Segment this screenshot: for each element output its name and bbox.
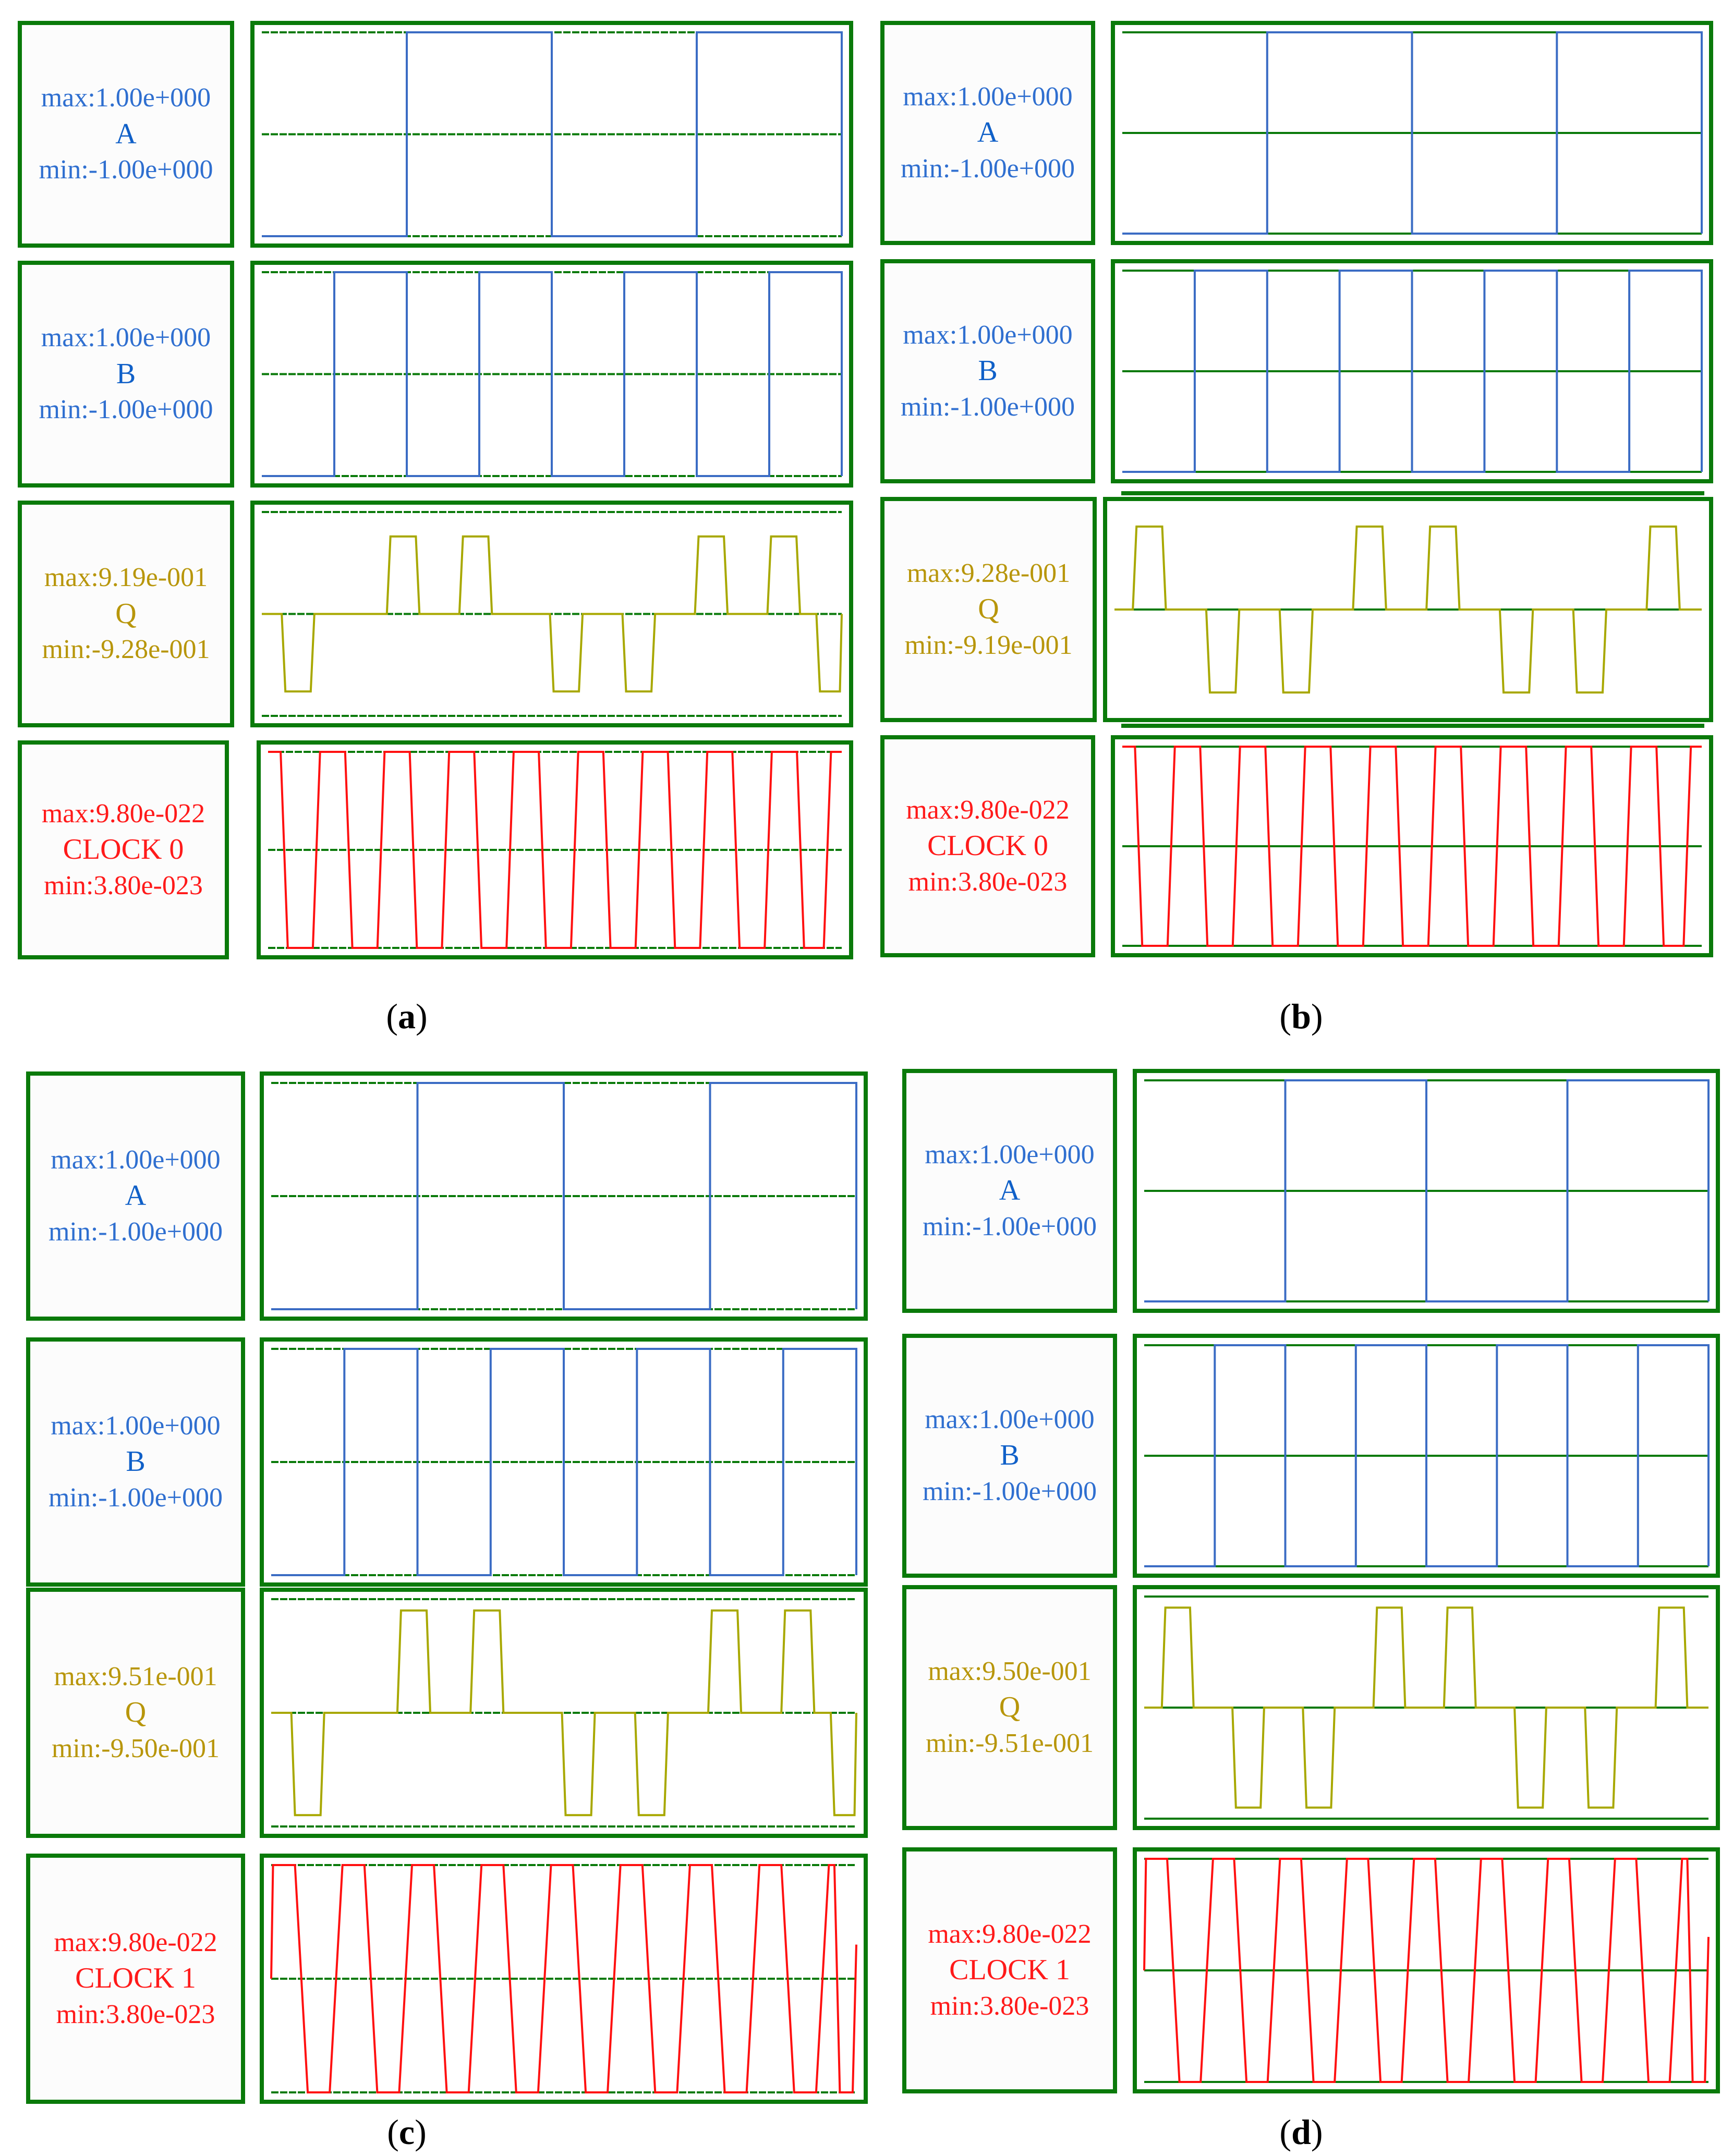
min-label: min:-1.00e+000 [922, 1211, 1097, 1241]
waveform-Q [1137, 1589, 1716, 1826]
label-box-B [902, 1334, 1117, 1578]
signal-name: Q [978, 593, 999, 626]
min-label: min:-9.28e-001 [42, 635, 210, 665]
label-box-Q [902, 1585, 1117, 1830]
max-label: max:1.00e+000 [903, 81, 1073, 112]
min-label: min:-9.51e-001 [925, 1728, 1094, 1758]
min-label: min:-1.00e+000 [900, 153, 1075, 184]
plot-B [250, 261, 853, 488]
max-label: max:1.00e+000 [903, 320, 1073, 350]
plot-CLOCK [260, 1854, 868, 2104]
label-box-A [26, 1071, 245, 1321]
min-label: min:3.80e-023 [56, 1999, 215, 2029]
label-box-Q [26, 1588, 245, 1838]
max-label: max:1.00e+000 [925, 1139, 1095, 1170]
panel-b [866, 0, 1733, 1038]
waveform-B [1137, 1338, 1716, 1574]
waveform-Q [1107, 501, 1709, 718]
waveform-B [255, 265, 849, 483]
plot-A [250, 21, 853, 248]
waveform-Q [255, 505, 849, 723]
label-box-A [880, 21, 1095, 245]
waveform-A [1137, 1073, 1716, 1309]
waveform-CLOCK [261, 745, 849, 955]
max-label: max:1.00e+000 [51, 1144, 221, 1175]
signal-name: CLOCK 1 [949, 1954, 1070, 1987]
min-label: min:-1.00e+000 [900, 392, 1075, 422]
min-label: min:-1.00e+000 [48, 1216, 223, 1247]
max-label: max:9.19e-001 [44, 563, 208, 593]
min-label: min:3.80e-023 [930, 1991, 1089, 2021]
label-box-B [880, 259, 1095, 483]
plot-CLOCK [1111, 735, 1713, 957]
signal-name: CLOCK 0 [63, 833, 184, 866]
plot-Q [1103, 497, 1713, 722]
waveform-A [1115, 25, 1709, 241]
max-label: max:9.51e-001 [54, 1661, 217, 1691]
plot-Q [250, 501, 853, 727]
plot-CLOCK [1133, 1847, 1720, 2093]
signal-name: B [126, 1445, 146, 1478]
label-box-CLOCK [902, 1847, 1117, 2093]
panel-caption: (c) [387, 2112, 427, 2152]
min-label: min:-9.19e-001 [904, 630, 1073, 660]
panel-a [0, 0, 866, 1038]
label-box-B [18, 261, 234, 488]
label-box-A [902, 1069, 1117, 1313]
panel-d [866, 1048, 1733, 2156]
panel-caption: (d) [1279, 2112, 1323, 2152]
signal-name: A [999, 1174, 1021, 1207]
min-label: min:-1.00e+000 [39, 155, 213, 185]
plot-Q [1133, 1585, 1720, 1830]
label-box-B [26, 1337, 245, 1587]
label-box-CLOCK [18, 740, 229, 959]
signal-name: B [978, 355, 998, 387]
max-label: max:9.50e-001 [928, 1656, 1092, 1686]
separator-line [1121, 724, 1704, 728]
max-label: max:9.80e-022 [906, 795, 1070, 825]
max-label: max:9.80e-022 [41, 798, 205, 829]
signal-name: CLOCK 0 [927, 830, 1048, 862]
plot-A [1133, 1069, 1720, 1313]
plot-CLOCK [257, 740, 853, 959]
max-label: max:1.00e+000 [41, 83, 211, 113]
waveform-CLOCK [264, 1858, 864, 2100]
waveform-B [264, 1342, 864, 1582]
label-box-CLOCK [880, 735, 1095, 957]
signal-name: Q [125, 1696, 147, 1729]
min-label: min:-1.00e+000 [922, 1476, 1097, 1506]
signal-name: A [125, 1179, 147, 1212]
label-box-Q [18, 501, 234, 727]
panel-caption: (a) [386, 996, 428, 1036]
separator-line [1121, 491, 1704, 495]
label-box-Q [880, 497, 1097, 722]
waveform-CLOCK [1137, 1852, 1716, 2089]
waveform-B [1115, 263, 1709, 479]
plot-Q [260, 1588, 868, 1838]
signal-name: CLOCK 1 [75, 1962, 196, 1995]
plot-A [260, 1071, 868, 1321]
max-label: max:1.00e+000 [51, 1410, 221, 1441]
signal-name: A [115, 117, 137, 150]
panel-caption: (b) [1279, 996, 1323, 1036]
plot-B [260, 1337, 868, 1587]
signal-name: B [116, 357, 136, 390]
max-label: max:9.28e-001 [906, 558, 1071, 588]
min-label: min:-1.00e+000 [39, 395, 213, 425]
max-label: max:1.00e+000 [925, 1404, 1095, 1434]
max-label: max:1.00e+000 [41, 323, 211, 353]
label-box-A [18, 21, 234, 248]
waveform-A [255, 25, 849, 243]
waveform-Q [264, 1592, 864, 1834]
plot-B [1133, 1334, 1720, 1578]
signal-name: Q [115, 597, 137, 630]
plot-B [1111, 259, 1713, 483]
waveform-A [264, 1076, 864, 1317]
min-label: min:3.80e-023 [908, 867, 1068, 897]
min-label: min:-1.00e+000 [48, 1482, 223, 1513]
waveform-CLOCK [1115, 739, 1709, 953]
max-label: max:9.80e-022 [54, 1927, 217, 1957]
signal-name: Q [999, 1691, 1021, 1724]
max-label: max:9.80e-022 [928, 1919, 1092, 1949]
label-box-CLOCK [26, 1854, 245, 2104]
min-label: min:-9.50e-001 [51, 1733, 220, 1763]
min-label: min:3.80e-023 [44, 870, 203, 900]
panel-c [0, 1048, 866, 2156]
signal-name: B [1000, 1439, 1020, 1472]
plot-A [1111, 21, 1713, 245]
signal-name: A [977, 116, 999, 149]
